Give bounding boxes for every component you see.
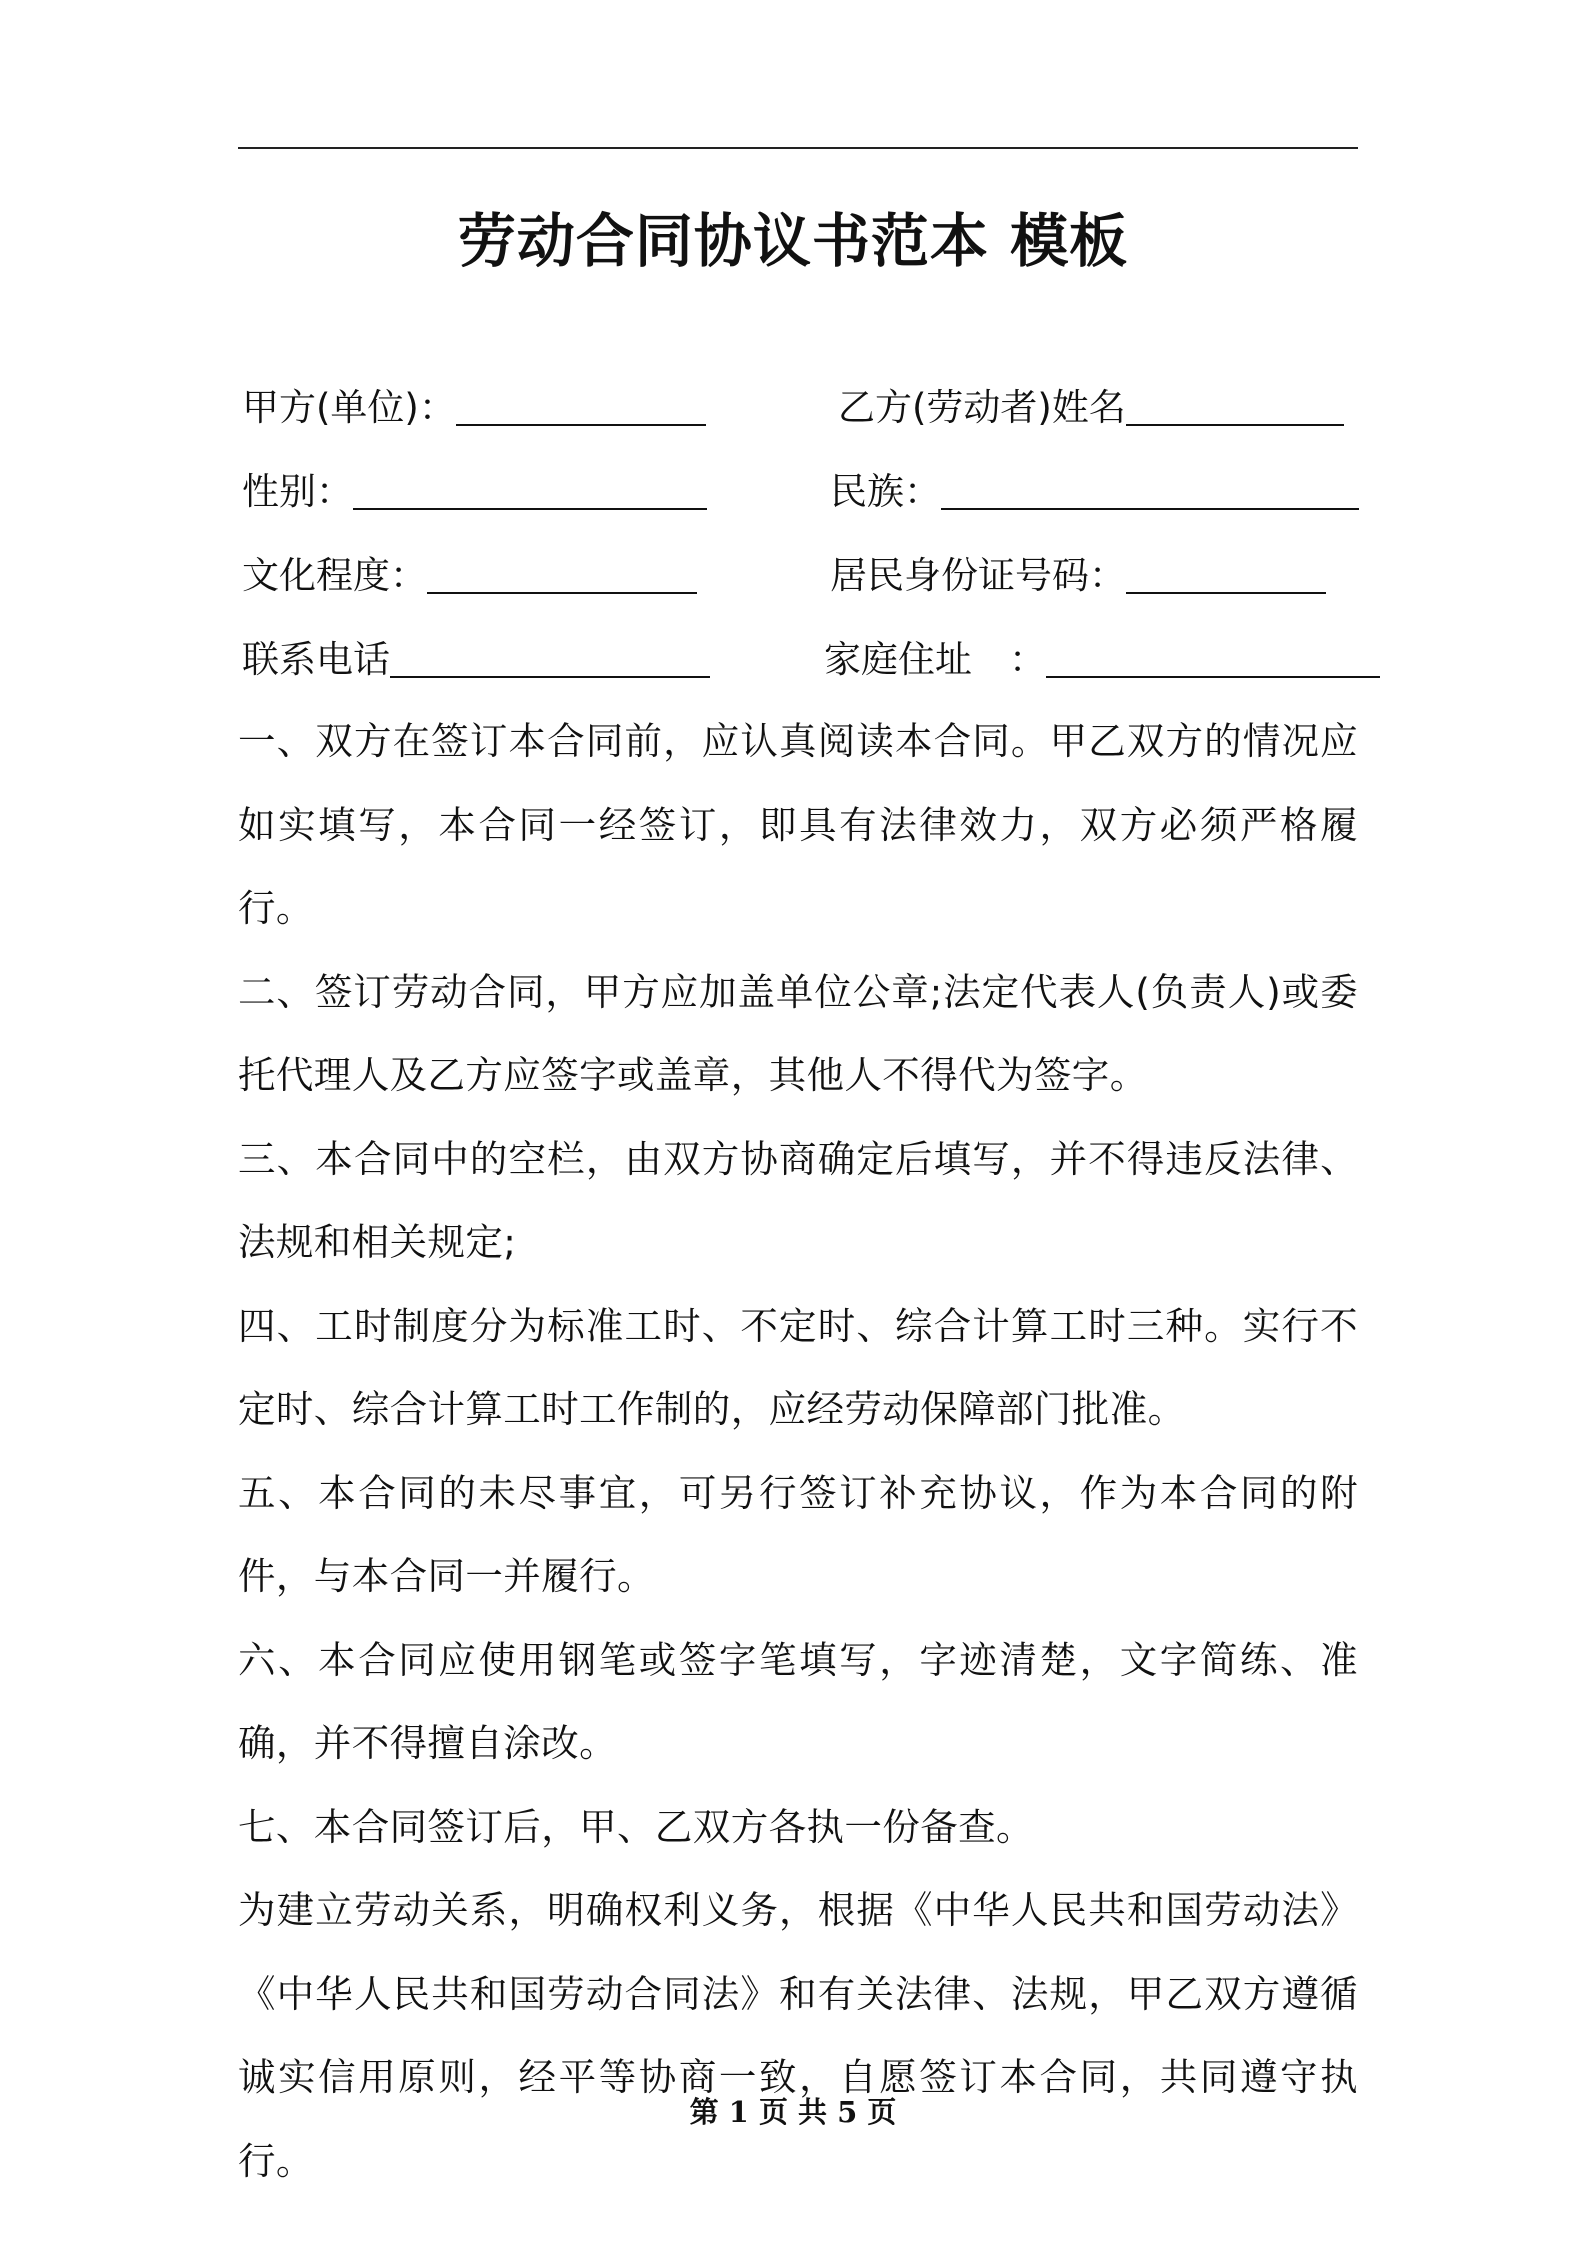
contract-body xyxy=(238,700,1358,2203)
document-title: 劳动合同协议书范本 模板 xyxy=(457,207,1129,275)
clause-6: 六、本合同应使用钢笔或签字笔填写，字迹清楚，文字简练、准确，并不得擅自涂改。 xyxy=(238,1637,1358,1765)
field-row-4 xyxy=(0,630,1586,690)
field-phone xyxy=(242,630,710,690)
field-label-party-a: 甲方(单位)： xyxy=(242,386,456,429)
preamble-paragraph: 为建立劳动关系，明确权利义务，根据《中华人民共和国劳动法》《中华人民共和国劳动合同法》和有关法律、法规，甲乙双方遵循诚实信用原则，经平等协商一致，自愿签订本合同，共同遵守执行。 xyxy=(238,1888,1358,2183)
gender-blank[interactable] xyxy=(353,508,707,510)
clause-4: 四、工时制度分为标准工时、不定时、综合计算工时三种。实行不定时、综合计算工时工作制的，应经劳动保障部门批准。 xyxy=(238,1303,1358,1431)
field-label-ethnicity: 民族： xyxy=(830,470,941,513)
field-label-address: 家庭住址 ： xyxy=(824,638,1046,681)
field-row-1 xyxy=(0,378,1586,438)
field-label-phone: 联系电话 xyxy=(242,638,390,681)
clause-3: 三、本合同中的空栏，由双方协商确定后填写，并不得违反法律、法规和相关规定; xyxy=(238,1136,1358,1264)
field-gender xyxy=(242,462,707,522)
header-rule xyxy=(238,147,1358,149)
clause-5: 五、本合同的未尽事宜，可另行签订补充协议，作为本合同的附件，与本合同一并履行。 xyxy=(238,1470,1358,1598)
field-label-id-number: 居民身份证号码： xyxy=(830,554,1126,597)
education-blank[interactable] xyxy=(427,592,697,594)
field-label-party-b-name: 乙方(劳动者)姓名 xyxy=(838,386,1126,429)
party-a-blank[interactable] xyxy=(456,424,706,426)
address-blank[interactable] xyxy=(1046,676,1380,678)
field-id-number xyxy=(830,546,1326,606)
phone-blank[interactable] xyxy=(390,676,710,678)
field-row-2 xyxy=(0,462,1586,522)
field-label-gender: 性别： xyxy=(242,470,353,513)
id-number-blank[interactable] xyxy=(1126,592,1326,594)
field-address xyxy=(824,630,1380,690)
clause-2: 二、签订劳动合同，甲方应加盖单位公章;法定代表人(负责人)或委托代理人及乙方应签字或盖章，其他人不得代为签字。 xyxy=(238,969,1358,1097)
field-label-education: 文化程度： xyxy=(242,554,427,597)
field-education xyxy=(242,546,697,606)
ethnicity-blank[interactable] xyxy=(941,508,1359,510)
field-party-b-name xyxy=(838,378,1344,438)
party-b-name-blank[interactable] xyxy=(1126,424,1344,426)
field-ethnicity xyxy=(830,462,1359,522)
clause-7: 七、本合同签订后，甲、乙双方各执一份备查。 xyxy=(238,1804,1034,1849)
field-party-a xyxy=(242,378,706,438)
field-row-3 xyxy=(0,546,1586,606)
page-number: 第 1 页 共 5 页 xyxy=(689,2095,897,2129)
clause-1: 一、双方在签订本合同前，应认真阅读本合同。甲乙双方的情况应如实填写，本合同一经签订，即具有法律效力，双方必须严格履行。 xyxy=(238,719,1358,930)
